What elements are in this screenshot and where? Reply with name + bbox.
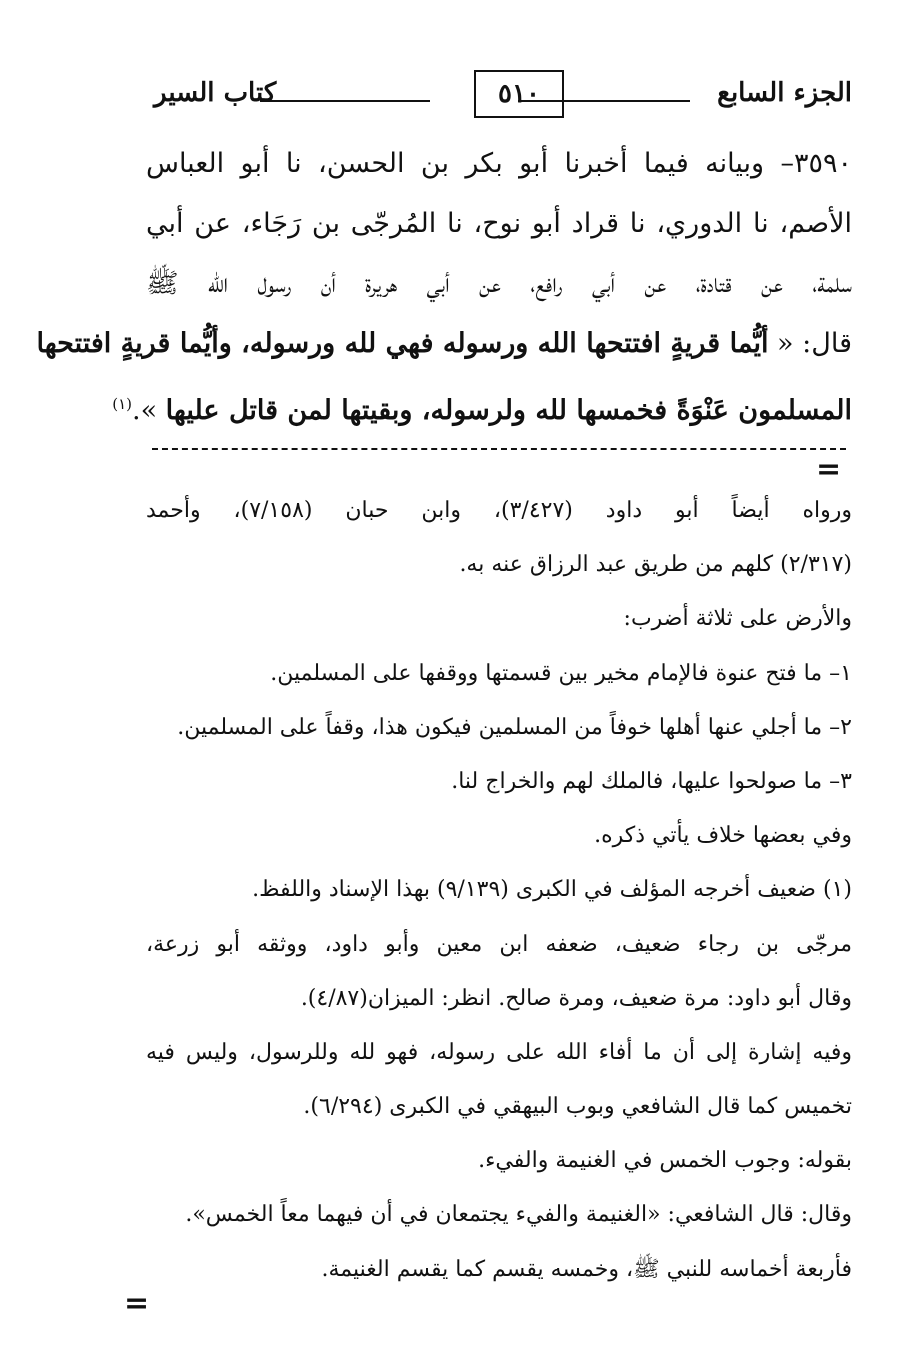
note-line-11: وفيه إشارة إلى أن ما أفاء الله على رسوله، فهو لله وللرسول، وليس فيه — [146, 1039, 852, 1065]
hadith-line-4 — [36, 314, 852, 374]
hadith-bold: أيُّما قريةٍ افتتحها الله ورسوله فهي لله ورسوله، وأيُّما قريةٍ افتتحها — [36, 328, 769, 359]
note-line-5: ٢– ما أجلي عنها أهلها خوفاً من المسلمين فيكون هذا، وقفاً على المسلمين. — [177, 714, 852, 740]
hadith-line-1: ٣٥٩٠– وبيانه فيما أخبرنا أبو بكر بن الحسن، نا أبو العباس — [146, 148, 852, 179]
book-title: كتاب السير — [154, 78, 277, 108]
hadith-line-2: الأصم، نا الدوري، نا قراد أبو نوح، نا المُرجّى بن رَجَاء، عن أبي — [146, 208, 852, 239]
note-line-10: وقال أبو داود: مرة ضعيف، ومرة صالح. انظر: الميزان(٤/٨٧). — [300, 985, 852, 1011]
note-line-1: ورواه أيضاً أبو داود (٣/٤٢٧)، وابن حبان (٧/١٥٨)، وأحمد — [146, 498, 852, 523]
page-number: ٥١٠ — [474, 70, 564, 118]
footnotes — [146, 484, 852, 1297]
hadith-bold-end: المسلمون عَنْوَةً فخمسها لله ولرسوله، وبقيتها لمن قاتل عليها — [165, 395, 852, 426]
note-line-8: (١) ضعيف أخرجه المؤلف في الكبرى (٩/١٣٩) بهذا الإسناد واللفظ. — [252, 877, 852, 903]
continuation-mark-bottom: = — [124, 1286, 150, 1321]
note-line-9: مرجّى بن رجاء ضعيف، ضعفه ابن معين وأبو داود، ووثقه أبو زرعة، — [146, 931, 852, 957]
note-line-14: وقال: قال الشافعي: «الغنيمة والفيء يجتمعان في أن فيهما معاً الخمس». — [185, 1202, 852, 1228]
hadith-line-5 — [112, 374, 852, 434]
note-line-3: والأرض على ثلاثة أضرب: — [623, 606, 852, 632]
note-line-12: تخميس كما قال الشافعي وبوب البيهقي في الكبرى (٦/٢٩٤). — [303, 1094, 852, 1120]
note-line-15: فأربعة أخماسه للنبي ﷺ، وخمسه يقسم كما يقسم الغنيمة. — [321, 1256, 852, 1282]
note-line-13: بقوله: وجوب الخمس في الغنيمة والفيء. — [478, 1148, 852, 1174]
footnote-ref: (١) — [112, 395, 132, 413]
continuation-mark-top: = — [816, 452, 842, 487]
hadith-suffix: ». — [131, 395, 166, 426]
note-line-4: ١– ما فتح عنوة فالإمام مخير بين قسمتها ووقفها على المسلمين. — [270, 660, 852, 686]
note-line-7: وفي بعضها خلاف يأتي ذكره. — [594, 823, 852, 849]
note-line-6: ٣– ما صولحوا عليها، فالملك لهم والخراج لنا. — [451, 768, 852, 794]
hadith-line-3: سلمة، عن قتادة، عن أبي رافع، عن أبي هريرة أن رسول الله ﷺ — [146, 268, 852, 299]
header-rule-left — [260, 100, 430, 102]
part-title: الجزء السابع — [717, 78, 852, 108]
footnote-separator — [152, 448, 846, 450]
hadith-prefix: قال: « — [768, 328, 852, 359]
hadith-text — [36, 134, 852, 434]
note-line-2: (٢/٣١٧) كلهم من طريق عبد الرزاق عنه به. — [459, 552, 852, 578]
page-header — [140, 70, 852, 122]
